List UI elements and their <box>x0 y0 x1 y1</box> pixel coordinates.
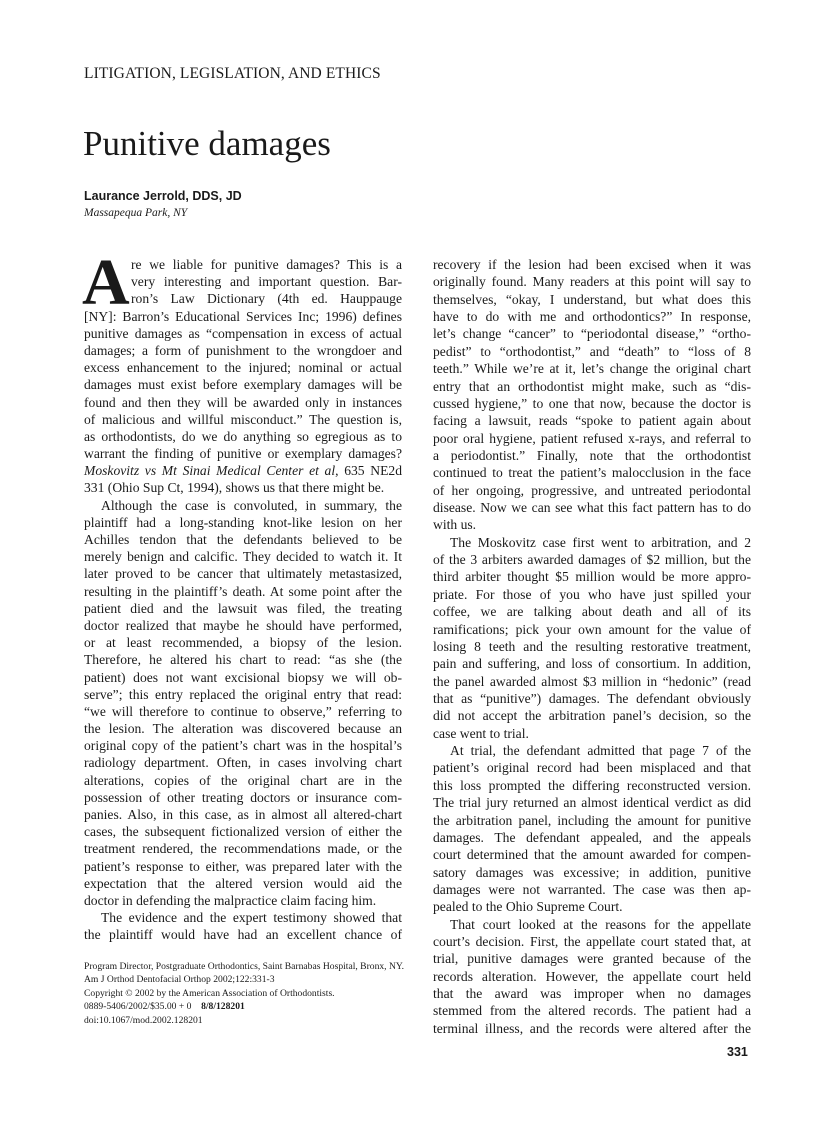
footnote-copyright: Copyright © 2002 by the American Association of Orthodontists. <box>84 987 335 999</box>
page-number: 331 <box>727 1045 748 1059</box>
text-line: re we liable for punitive damages? This is a <box>131 257 402 272</box>
text-line: serve”; this entry replaced the original entry that read: <box>84 686 402 702</box>
article-title: Punitive damages <box>83 124 331 163</box>
text-line: the lesion. The alteration was discovered because an <box>84 721 402 737</box>
text-line: plaintiff had a long-standing knot-like lesion on her <box>84 514 402 530</box>
text-line: “we will therefore to continue to observe,” referring to <box>84 703 402 719</box>
text-line: Although the case is convoluted, in summary, the <box>101 497 402 513</box>
footnote-affiliation: Program Director, Postgraduate Orthodontics, Saint Barnabas Hospital, Bronx, NY. <box>84 961 404 972</box>
text-line <box>84 462 402 479</box>
text-line: doctor realized that maybe he should have performed, <box>84 617 402 633</box>
text-line: facing a lawsuit, reads “spoke to patient again about <box>433 413 751 429</box>
text-line: stemmed from the altered records. The patient had a <box>433 1003 751 1019</box>
text-line: court’s decision. First, the appellate court stated that, at <box>433 934 751 950</box>
text-line: let’s change “cancer” to “periodontal disease,” “ortho- <box>433 326 751 342</box>
text-line: patient’s original record had been misplaced and that <box>433 760 751 776</box>
text-line: patient’s response to either, was prepared later with the <box>84 858 402 874</box>
text-line: cases, the subsequent fictionalized version of either the <box>84 824 402 840</box>
text-line: expectation that the altered version would aid the <box>84 875 402 891</box>
body-column-right <box>433 256 751 1037</box>
text-line: The Moskovitz case first went to arbitration, and 2 <box>450 534 751 550</box>
text-line: the plaintiff would have had an excellent chance of <box>84 927 402 943</box>
text-line: did not accept the arbitration panel’s decision, so the <box>433 708 751 724</box>
text-line: as orthodontists, do we do anything so egregious as to <box>84 428 402 444</box>
text-line: satory damages was excessive; in addition, punitive <box>433 864 751 880</box>
text-line: merely benign and calcific. They decided to watch it. It <box>84 549 402 565</box>
text-line: recovery if the lesion had been excised when it was <box>433 257 751 272</box>
text-line: the panel awarded almost $3 million in “hedonic” (read <box>433 673 751 689</box>
text-line: pain and suffering, and loss of consortium. In addition, <box>433 656 751 672</box>
text-line: damages. The defendant appealed, and the appeals <box>433 829 751 845</box>
text-line: doctor in defending the malpractice claim facing him. <box>84 892 377 908</box>
text-line: case went to trial. <box>433 725 529 741</box>
text-line: that the award was improper when no damages <box>433 986 751 1002</box>
footnote-issn: 0889-5406/2002/$35.00 + 0 <box>84 1001 192 1013</box>
text-line: The trial jury returned an almost identical verdict as did <box>433 795 751 811</box>
text-line: At trial, the defendant admitted that page 7 of the <box>450 743 751 759</box>
paragraph <box>433 534 751 742</box>
text-line: treatment rendered, the recommendations made, or the <box>84 841 402 857</box>
case-citation: Moskovitz vs Mt Sinai Medical Center et al <box>84 463 336 479</box>
paragraph <box>433 256 751 534</box>
text-line: alterations, copies of the original chart are in the <box>84 772 402 788</box>
author-name: Laurance Jerrold, DDS, JD <box>84 189 242 203</box>
text-line: panies. Also, in this case, as in almost all altered-chart <box>84 807 402 822</box>
text-line: damages were not warranted. The case was then ap- <box>433 881 751 897</box>
text-line: teeth.” While we’re at it, let’s change the original chart <box>433 361 751 377</box>
text-line: damages must exist before exemplary damages will be <box>84 377 402 393</box>
text-line: of the 3 arbiters awarded damages of $2 million, but the <box>433 552 751 568</box>
text-line: records alteration. However, the appellate court held <box>433 968 751 984</box>
footnote-citation: Am J Orthod Dentofacial Orthop 2002;122:331-3 <box>84 974 275 986</box>
text-line: entry that an orthodontist might make, such as “dis- <box>433 378 751 394</box>
text-line: or at least recommended, a biopsy of the lesion. <box>84 635 402 651</box>
body-column-left <box>82 246 402 944</box>
text-line: themselves, “okay, I understand, but what does this <box>433 291 751 307</box>
text-line: pealed to the Ohio Supreme Court. <box>433 899 623 915</box>
text-line: poor oral hygiene, patient refused x-rays, and referral to <box>433 430 751 446</box>
footnote-doi: doi:10.1067/mod.2002.128201 <box>84 1014 203 1026</box>
text-line: coffee, we are talking about death and all of its <box>433 604 751 620</box>
text-line: originally found. Many readers at this point will say to <box>433 274 751 290</box>
text-line: cussed hygiene,” to one that now, because the doctor is <box>433 395 751 411</box>
text-line: the arbitration panel, including the amount for punitive <box>433 812 751 828</box>
text-line: have to do with me and orthodontics?” In response, <box>433 309 751 325</box>
text-line: court determined that the amount awarded for compen- <box>433 847 751 863</box>
text-line: very interesting and important question. Bar- <box>131 274 402 290</box>
text-line: Therefore, he altered his chart to read: “as she (the <box>84 652 402 668</box>
text-line: warrant the finding of punitive or exemplary damages? <box>84 446 402 462</box>
paragraph <box>84 909 402 943</box>
text-line: patient died and the lawsuit was filed, the treating <box>84 600 402 616</box>
text-line: continued to treat the patient’s malocclusion in the face <box>433 465 751 481</box>
text-line: possession of other treating doctors or insurance com- <box>84 789 402 805</box>
paragraph <box>84 497 402 910</box>
text-line: third arbiter thought $5 million would be more appro- <box>433 569 751 585</box>
text-line: excess enhancement to the injured; nominal or actual <box>84 360 402 376</box>
text-line: The evidence and the expert testimony showed that <box>101 910 402 926</box>
text-line: patient) does not want excisional biopsy we will ob- <box>84 669 402 685</box>
section-heading: LITIGATION, LEGISLATION, AND ETHICS <box>84 65 381 82</box>
text-line: [NY]: Barron’s Educational Services Inc; 1996) defines <box>84 308 402 324</box>
text-line: a periodontist.” Finally, note that the orthodontist <box>433 447 751 463</box>
text-line: of malicious and willful misconduct.” The question is, <box>84 411 402 427</box>
paragraph <box>433 742 751 916</box>
paragraph <box>433 916 751 1038</box>
text-line: terminal illness, and the records were altered after the <box>433 1020 751 1036</box>
text-line: pedist” to “orthodontist,” and “death” to “loss of 8 <box>433 343 751 359</box>
text-line: priate. For those of you who have just spilled your <box>433 586 751 602</box>
text-line: That court looked at the reasons for the appellate <box>450 916 751 932</box>
footnote-code: 8/8/128201 <box>201 1001 245 1013</box>
text-line: disease. Now we can see what this fact pattern has to do <box>433 500 751 516</box>
text-line: found and then they will be awarded only in instances <box>84 394 402 410</box>
text-line: ron’s Law Dictionary (4th ed. Hauppauge <box>131 291 402 307</box>
text-line: damages; a form of punishment to the wrongdoer and <box>84 342 402 358</box>
drop-cap: A <box>82 246 130 319</box>
text-segment: , 635 NE2d <box>335 463 402 479</box>
text-line: later proved to be cancer that ultimately metastasized, <box>84 566 402 582</box>
text-line: that as “punitive”) damages. The defendant obviously <box>433 690 751 706</box>
footnote <box>84 960 404 1027</box>
text-line: punitive damages as “compensation in excess of actual <box>84 325 402 341</box>
text-line: with us. <box>433 517 477 533</box>
text-line: original copy of the patient’s chart was in the hospital’s <box>84 738 402 754</box>
text-line: radiology department. Often, in cases involving chart <box>84 755 402 771</box>
text-line: losing 8 teeth and the resulting restorative treatment, <box>433 638 751 654</box>
text-line: ramifications; pick your own amount for the value of <box>433 621 751 637</box>
paragraph <box>84 256 402 497</box>
text-line: trial, punitive damages were granted because of the <box>433 951 751 967</box>
text-line: of her ongoing, progressive, and untreated periodontal <box>433 482 751 498</box>
text-line: resulting in the plaintiff’s death. At some point after the <box>84 583 402 599</box>
text-line: this loss prompted the differing reconstructed version. <box>433 777 751 793</box>
author-affiliation: Massapequa Park, NY <box>84 207 188 219</box>
text-line: 331 (Ohio Sup Ct, 1994), shows us that there might be. <box>84 480 385 496</box>
text-line: Achilles tendon that the defendants believed to be <box>84 532 402 547</box>
